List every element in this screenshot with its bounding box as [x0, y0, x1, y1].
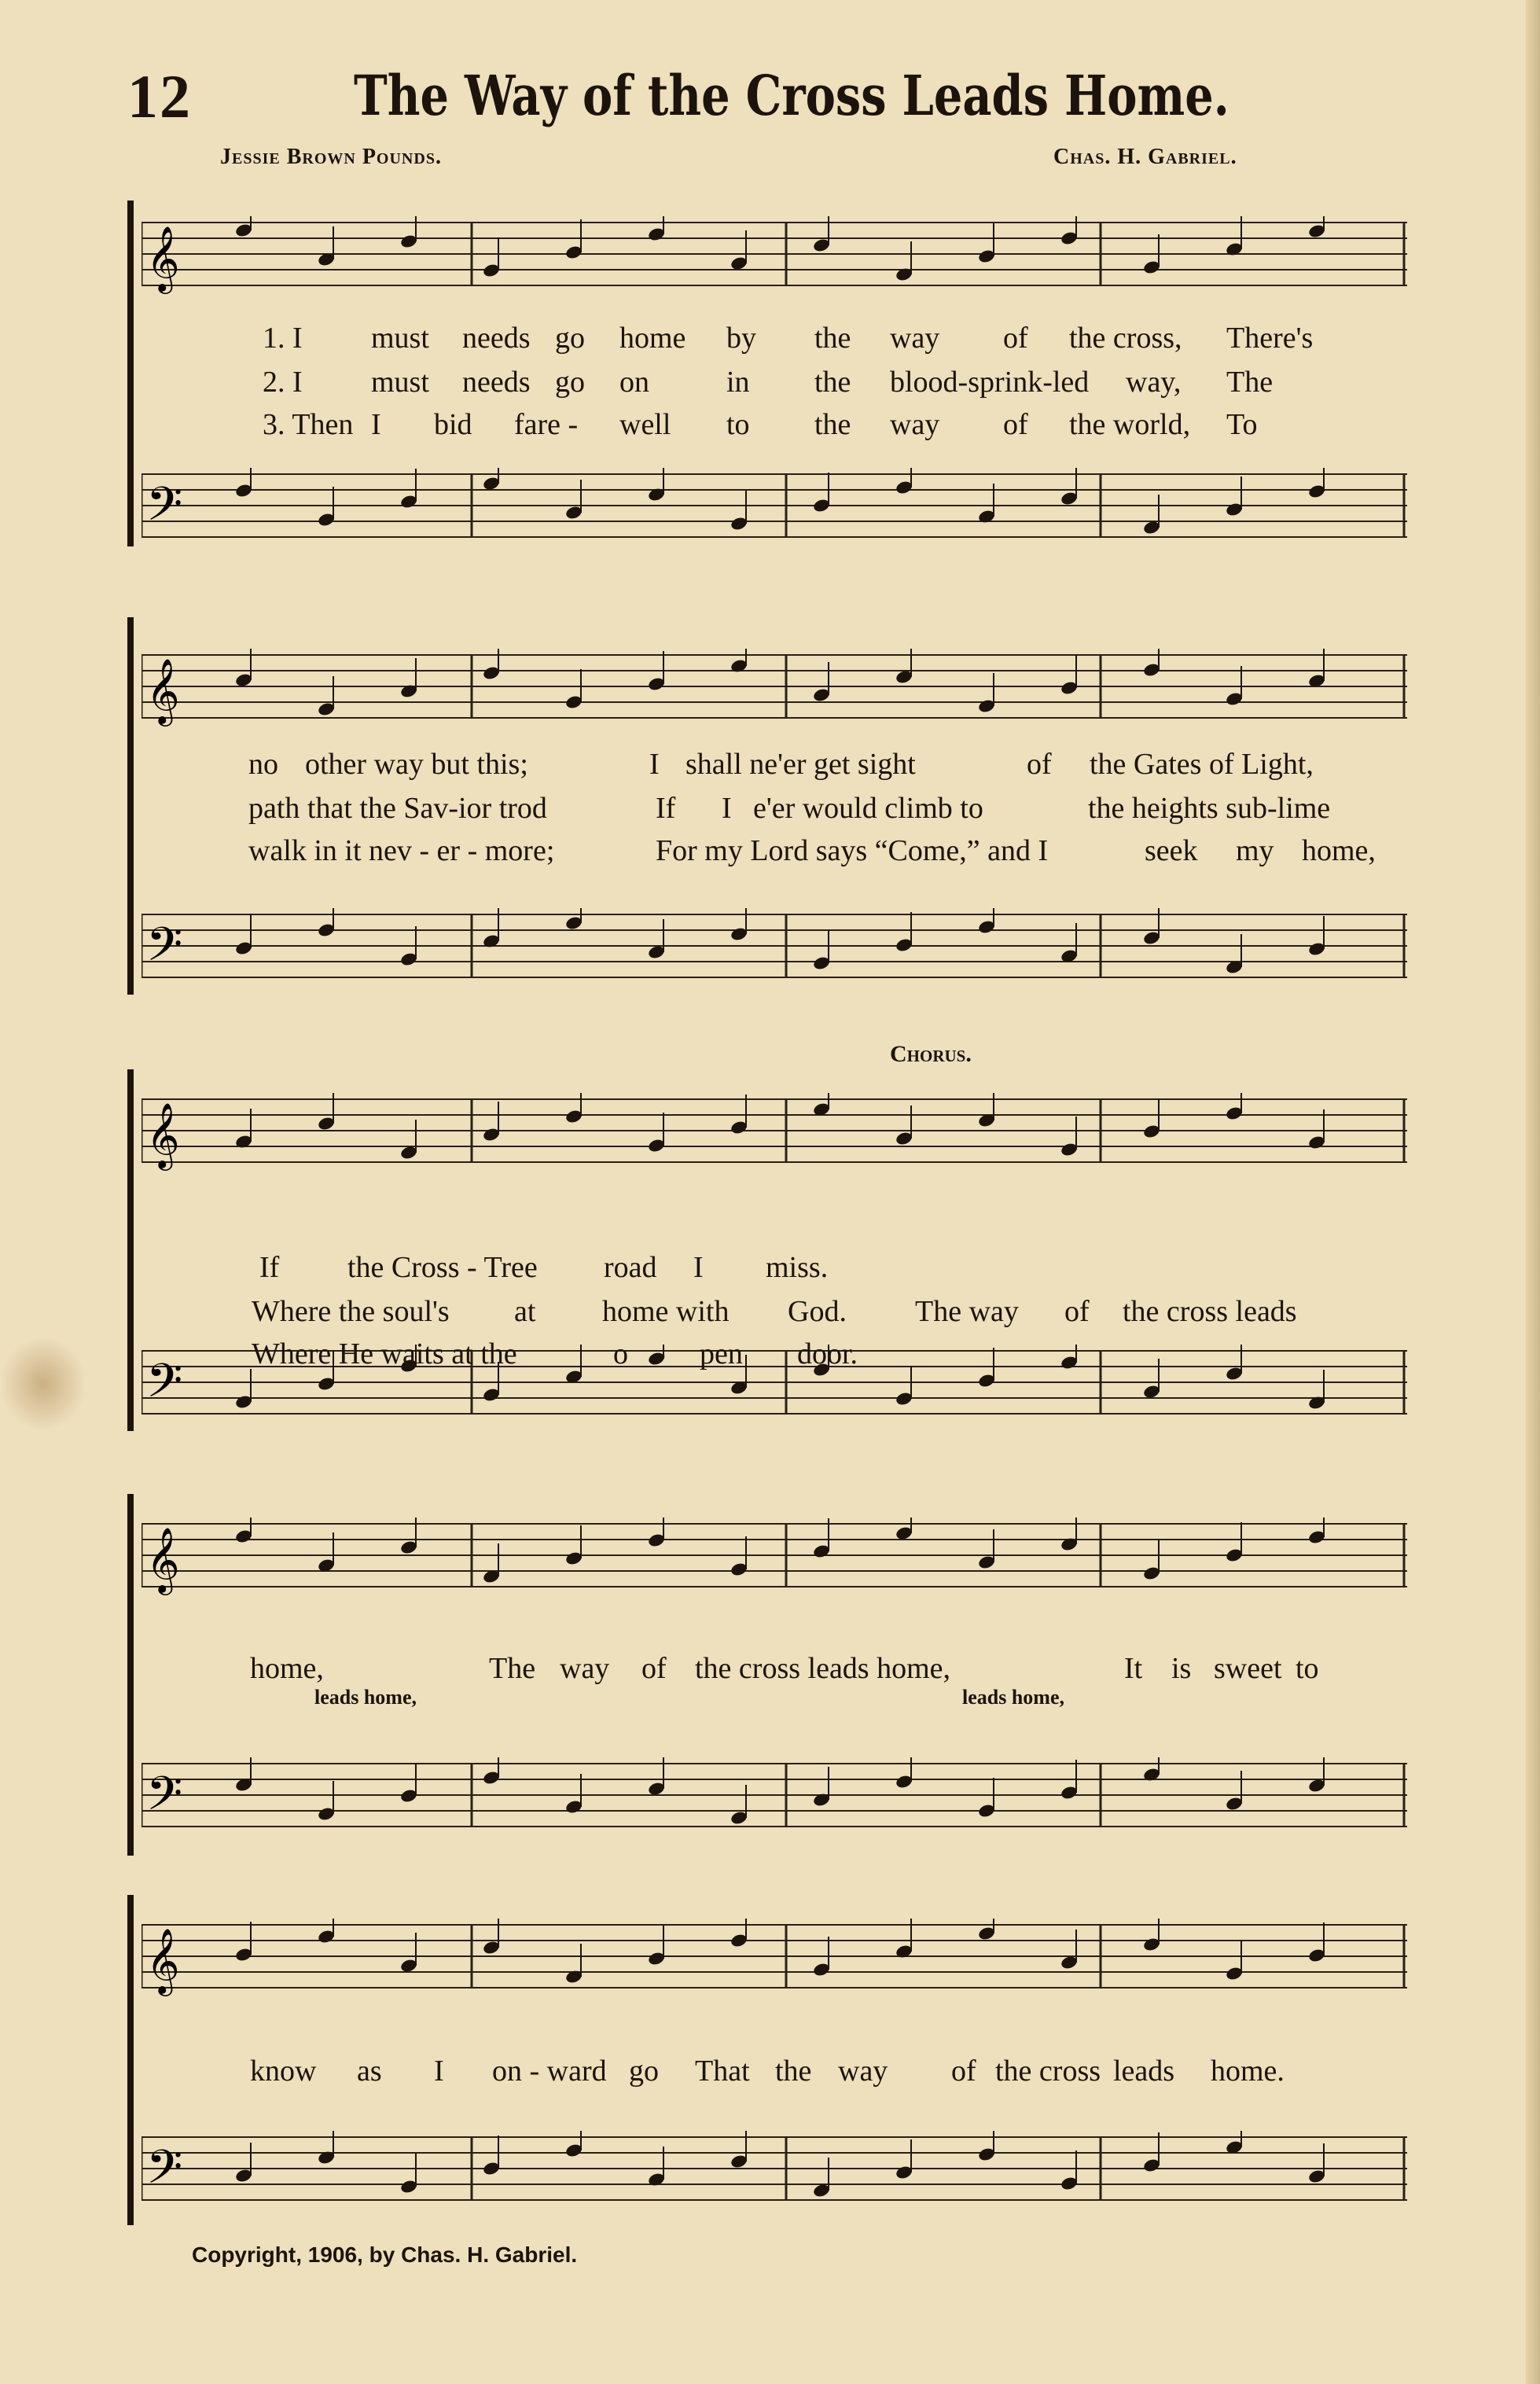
lyric-word: needs: [462, 322, 531, 355]
lyric-word: If: [259, 1251, 280, 1284]
lyric-word: know: [250, 2055, 317, 2088]
lyric-word: door.: [797, 1337, 858, 1370]
lyric-word: the Cross - Tree: [347, 1251, 538, 1284]
chorus-line-a: [250, 1651, 1319, 1686]
lyric-word: leads: [1113, 2055, 1175, 2088]
bass-clef-icon: 𝄢: [146, 917, 183, 983]
lyric-word: I: [649, 748, 660, 781]
lyric-word: the: [814, 322, 851, 355]
lyric-word: bid: [434, 408, 472, 441]
lyric-word: at: [514, 1295, 536, 1328]
lyric-word: The way: [915, 1295, 1019, 1328]
lyric-word: -: [656, 1337, 666, 1370]
lyric-word: To: [1226, 408, 1258, 441]
verse-1-line-a: [263, 321, 1313, 355]
lyric-word: It: [1124, 1652, 1143, 1685]
lyric-word: of: [1064, 1295, 1090, 1328]
verse-1-line-b: [248, 747, 1314, 782]
lyric-word: way: [890, 322, 940, 355]
lyric-word: home with: [602, 1295, 730, 1328]
lyric-word: That: [695, 2055, 750, 2088]
lyric-word: other way but this;: [305, 748, 528, 781]
page-number: 12: [127, 62, 192, 131]
lyric-word: is: [1171, 1652, 1192, 1685]
treble-clef-icon: 𝄞: [146, 1102, 180, 1168]
lyric-word: to: [726, 408, 750, 441]
treble-clef-icon: 𝄞: [146, 1526, 180, 1592]
lyric-word: 3. Then: [263, 408, 354, 441]
bass-staff-1: [142, 468, 1407, 546]
lyric-word: way: [560, 1652, 610, 1685]
lyric-word: e'er would climb to: [753, 792, 983, 825]
lyric-word: of: [641, 1652, 667, 1685]
lyric-word: the cross,: [1069, 322, 1182, 355]
chorus-line-b: [250, 2054, 1285, 2088]
verse-3-line-b: [248, 833, 1376, 868]
treble-staff-3: [142, 1093, 1407, 1172]
lyric-word: Where He waits at the: [252, 1337, 517, 1370]
verse-3-line-c: [252, 1337, 858, 1371]
lyric-word: must: [371, 322, 429, 355]
lyric-word: pen: [700, 1337, 743, 1370]
bass-staff-4: [142, 1757, 1407, 1836]
lyric-word: the cross: [995, 2055, 1101, 2088]
lyric-word: home: [619, 322, 686, 355]
lyric-word: by: [726, 322, 756, 355]
lyric-word: of: [1003, 322, 1028, 355]
lyric-word: I: [434, 2055, 444, 2088]
lyric-word: The: [489, 1652, 536, 1685]
lyric-word: of: [1003, 408, 1028, 441]
lyric-word: on - ward: [492, 2055, 607, 2088]
lyric-word: sweet: [1214, 1652, 1282, 1685]
lyric-word: For my Lord says “Come,” and I: [656, 834, 1049, 867]
chorus-label: Chorus.: [890, 1041, 972, 1067]
treble-clef-icon: 𝄞: [146, 1927, 180, 1993]
alto-leads-home-2: leads home,: [962, 1686, 1064, 1709]
lyric-word: home,: [1302, 834, 1376, 867]
composer-credit: Chas. H. Gabriel.: [1053, 145, 1237, 169]
lyric-word: seek: [1145, 834, 1198, 867]
treble-staff-4: [142, 1518, 1407, 1596]
page-edge: [1526, 0, 1540, 2384]
lyric-word: I: [693, 1251, 704, 1284]
verse-1-line-c: [259, 1250, 828, 1285]
lyric-word: There's: [1226, 322, 1314, 355]
lyric-word: road: [604, 1251, 657, 1284]
lyric-word: way,: [1126, 366, 1182, 399]
lyric-word: to: [1296, 1652, 1319, 1685]
lyric-word: If: [656, 792, 676, 825]
lyric-word: of: [1027, 748, 1052, 781]
treble-clef-icon: 𝄞: [146, 225, 180, 291]
bass-clef-icon: 𝄢: [146, 2139, 183, 2206]
lyric-word: home,: [250, 1652, 324, 1685]
lyric-word: well: [619, 408, 671, 441]
treble-staff-1: [142, 216, 1407, 295]
lyric-word: needs: [462, 366, 531, 399]
lyric-word: o: [613, 1337, 628, 1370]
lyric-word: must: [371, 366, 429, 399]
hymn-title: The Way of the Cross Leads Home.: [354, 63, 1229, 128]
lyric-word: the world,: [1069, 408, 1191, 441]
lyric-word: miss.: [766, 1251, 829, 1284]
lyric-word: The: [1226, 366, 1274, 399]
treble-clef-icon: 𝄞: [146, 657, 180, 723]
lyric-word: go: [555, 322, 585, 355]
lyric-word: no: [248, 748, 278, 781]
lyric-word: way: [890, 408, 940, 441]
lyric-word: of: [951, 2055, 976, 2088]
treble-staff-2: [142, 649, 1407, 727]
lyric-word: as: [357, 2055, 382, 2088]
lyric-word: the cross leads: [1123, 1295, 1297, 1328]
lyric-word: path that the Sav-ior trod: [248, 792, 547, 825]
lyric-word: the cross leads home,: [695, 1652, 951, 1685]
lyric-word: shall ne'er get sight: [685, 748, 916, 781]
treble-staff-5: [142, 1919, 1407, 1997]
lyric-word: fare -: [514, 408, 579, 441]
lyric-word: on: [619, 366, 649, 399]
lyric-word: my: [1236, 834, 1274, 867]
lyric-word: the heights sub-lime: [1088, 792, 1331, 825]
verse-3-line-a: [263, 407, 1258, 442]
verse-2-line-b: [248, 791, 1330, 826]
lyric-word: the: [814, 366, 851, 399]
lyric-word: walk in it nev - er - more;: [248, 834, 555, 867]
verse-2-line-c: [252, 1294, 1297, 1329]
lyric-word: the Gates of Light,: [1090, 748, 1314, 781]
alto-leads-home-1: leads home,: [314, 1686, 417, 1709]
copyright-notice: Copyright, 1906, by Chas. H. Gabriel.: [192, 2242, 578, 2267]
lyricist-credit: Jessie Brown Pounds.: [220, 145, 442, 169]
bass-staff-2: [142, 908, 1407, 987]
lyric-word: home.: [1211, 2055, 1285, 2088]
lyric-word: 1. I: [263, 322, 303, 355]
bass-staff-5: [142, 2131, 1407, 2209]
lyric-word: God.: [788, 1295, 847, 1328]
lyric-word: 2. I: [263, 366, 303, 399]
lyric-word: the: [814, 408, 851, 441]
lyric-word: I: [722, 792, 732, 825]
lyric-word: I: [371, 408, 381, 441]
paper-stain: [0, 1337, 86, 1431]
lyric-word: blood-sprink-led: [890, 366, 1090, 399]
lyric-word: way: [838, 2055, 888, 2088]
bass-clef-icon: 𝄢: [146, 476, 183, 543]
bass-clef-icon: 𝄢: [146, 1353, 183, 1419]
lyric-word: the: [775, 2055, 812, 2088]
bass-clef-icon: 𝄢: [146, 1766, 183, 1832]
verse-2-line-a: [263, 365, 1273, 399]
lyric-word: go: [629, 2055, 659, 2088]
lyric-word: go: [555, 366, 585, 399]
lyric-word: Where the soul's: [252, 1295, 450, 1328]
lyric-word: in: [726, 366, 750, 399]
